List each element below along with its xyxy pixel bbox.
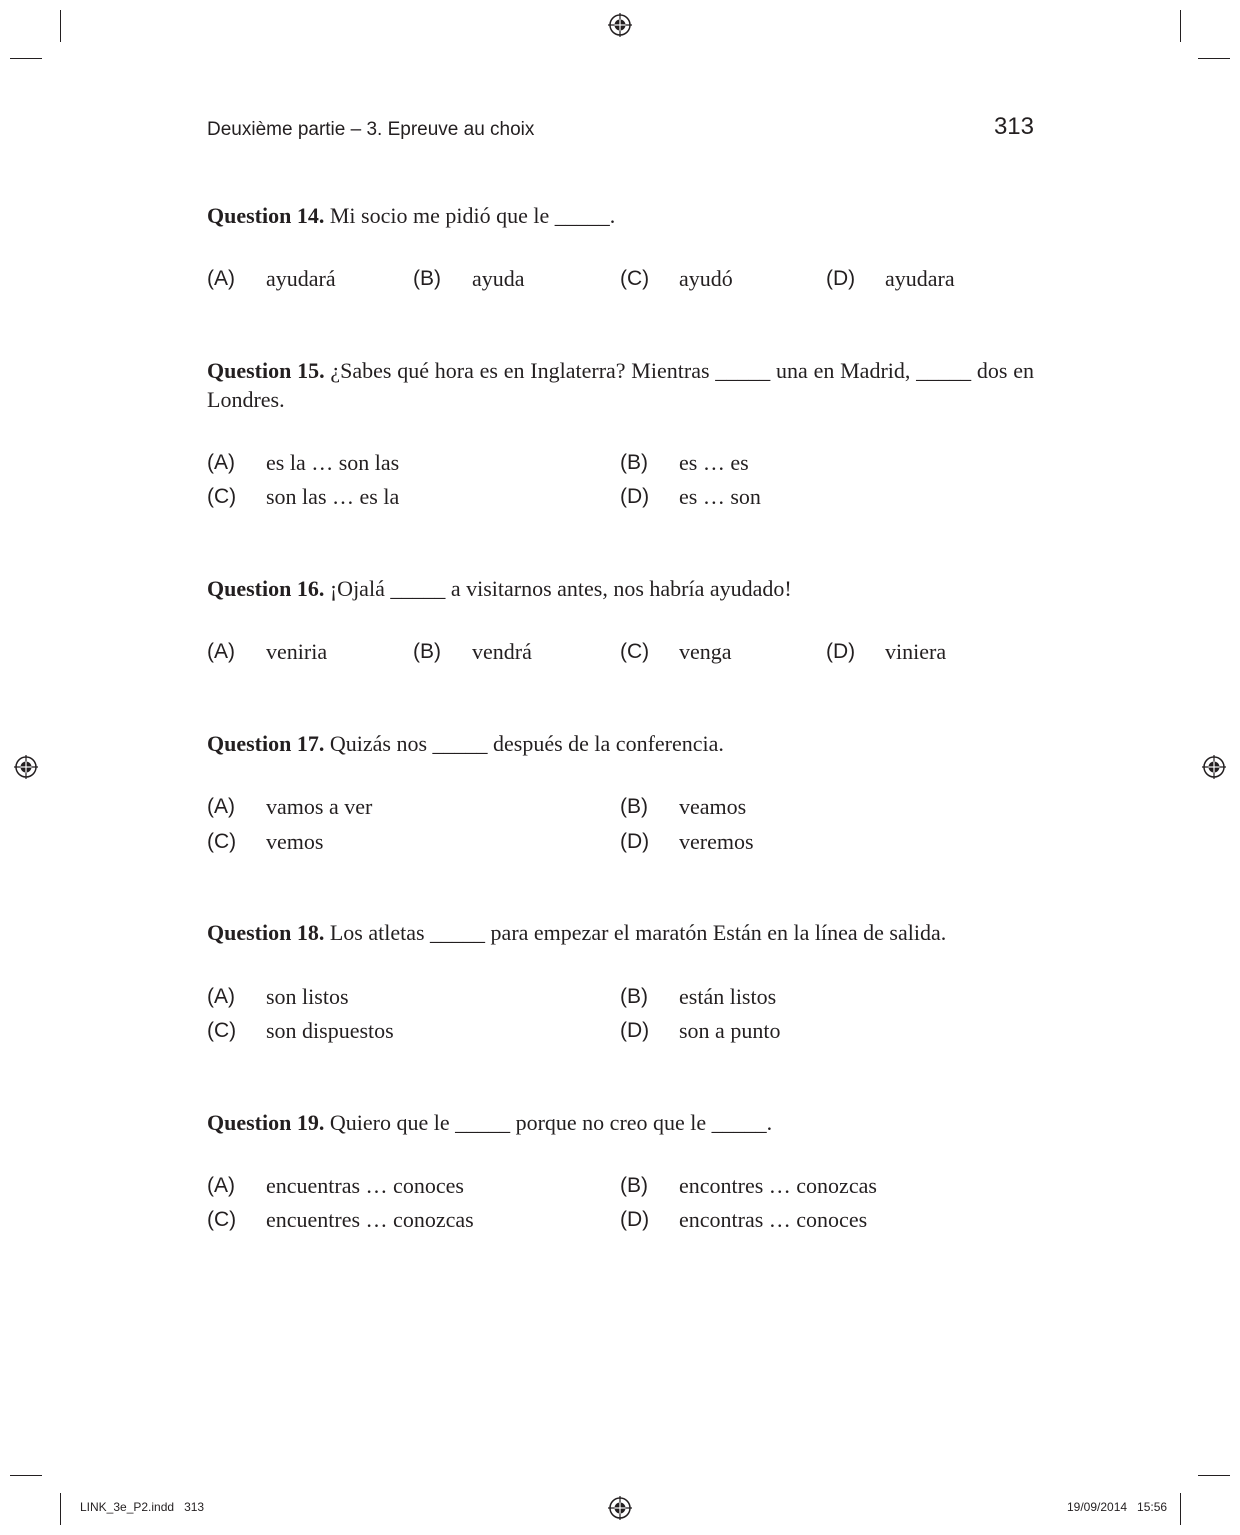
option-text: encontres … conozcas [679, 1173, 877, 1198]
crop-mark-bottom-right [1180, 1493, 1181, 1525]
crop-mark-top-right [1180, 10, 1181, 42]
option-letter: (C) [620, 640, 650, 663]
question-prompt: Mi socio me pidió que le _____. [329, 203, 616, 228]
option-text: ayudará [266, 266, 336, 291]
option-text: son listos [266, 984, 349, 1009]
option-letter: (D) [620, 1208, 650, 1231]
option-letter: (C) [207, 1019, 237, 1042]
option-text: vendrá [472, 639, 532, 664]
option-letter: (D) [620, 1019, 650, 1042]
option-letter: (B) [413, 267, 441, 290]
option-letter: (C) [207, 1208, 237, 1231]
question-text [207, 1108, 1034, 1137]
question-text [207, 918, 1034, 947]
option-text: viniera [885, 639, 947, 664]
question-18 [207, 918, 1034, 1043]
option-text: son a punto [679, 1018, 781, 1043]
crop-mark-bottom-right-h [1198, 1475, 1230, 1476]
option-text: son las … es la [266, 484, 400, 509]
question-text [207, 356, 1034, 414]
option-text: encontras … conoces [679, 1207, 868, 1232]
option-text: encuentres … conozcas [266, 1207, 474, 1232]
question-prompt: Los atletas _____ para empezar el maratón Están en la línea de salida. [329, 920, 947, 945]
page-number: 313 [993, 113, 1034, 140]
registration-mark-icon [608, 1496, 632, 1520]
question-text [207, 201, 1034, 230]
crop-mark-top-right-h [1198, 58, 1230, 59]
option-letter: (B) [620, 1174, 648, 1197]
question-prompt: Quizás nos _____ después de la conferencia. [329, 731, 724, 756]
option-text: es … son [679, 484, 761, 509]
option-text: veremos [679, 829, 754, 854]
option-text: es … es [679, 450, 749, 475]
option-text: ayudara [885, 266, 955, 291]
question-number: Question 15. [207, 358, 325, 383]
question-number: Question 19. [207, 1110, 325, 1135]
question-text [207, 729, 1034, 758]
option-text: encuentras … conoces [266, 1173, 464, 1198]
option-letter: (C) [620, 267, 650, 290]
crop-mark-top-left [60, 10, 61, 42]
option-letter: (D) [620, 830, 650, 853]
option-letter: (B) [620, 451, 648, 474]
option-letter: (A) [207, 795, 235, 818]
option-letter: (B) [620, 795, 648, 818]
option-letter: (A) [207, 985, 235, 1008]
registration-mark-icon [14, 755, 38, 779]
registration-mark-icon [1202, 755, 1226, 779]
question-text [207, 574, 1034, 603]
option-letter: (B) [620, 985, 648, 1008]
option-text: ayuda [472, 266, 525, 291]
option-letter: (A) [207, 640, 235, 663]
option-letter: (A) [207, 451, 235, 474]
question-number: Question 16. [207, 576, 325, 601]
option-letter: (C) [207, 485, 237, 508]
question-14 [207, 201, 1034, 291]
option-text: venga [679, 639, 732, 664]
option-text: están listos [679, 984, 777, 1009]
crop-mark-bottom-left-h [10, 1475, 42, 1476]
option-text: son dispuestos [266, 1018, 394, 1043]
footer-file-info: LINK_3e_P2.indd 313 [80, 1500, 205, 1514]
question-prompt: ¿Sabes qué hora es en Inglaterra? Mientras _____ una en Madrid, _____ dos en Londres. [207, 358, 1035, 412]
option-text: vamos a ver [266, 794, 373, 819]
question-17 [207, 729, 1034, 854]
question-number: Question 17. [207, 731, 325, 756]
question-prompt: Quiero que le _____ porque no creo que le _____. [329, 1110, 773, 1135]
option-letter: (C) [207, 830, 237, 853]
crop-mark-bottom-left [60, 1493, 61, 1525]
running-title: Deuxième partie – 3. Epreuve au choix [207, 119, 535, 140]
question-prompt: ¡Ojalá _____ a visitarnos antes, nos habría ayudado! [329, 576, 792, 601]
option-text: ayudó [679, 266, 733, 291]
option-letter: (A) [207, 267, 235, 290]
option-text: vemos [266, 829, 324, 854]
option-text: es la … son las [266, 450, 400, 475]
option-letter: (D) [826, 640, 856, 663]
crop-mark-top-left-h [10, 58, 42, 59]
question-15 [207, 356, 1035, 509]
option-letter: (A) [207, 1174, 235, 1197]
option-letter: (B) [413, 640, 441, 663]
option-text: veniria [266, 639, 328, 664]
question-number: Question 18. [207, 920, 325, 945]
option-letter: (D) [620, 485, 650, 508]
footer-date-info: 19/09/2014 15:56 [1067, 1500, 1168, 1514]
running-head [207, 113, 1034, 148]
registration-mark-icon [608, 13, 632, 37]
option-letter: (D) [826, 267, 856, 290]
option-text: veamos [679, 794, 747, 819]
question-19 [207, 1108, 1034, 1232]
question-16 [207, 574, 1034, 664]
question-number: Question 14. [207, 203, 325, 228]
